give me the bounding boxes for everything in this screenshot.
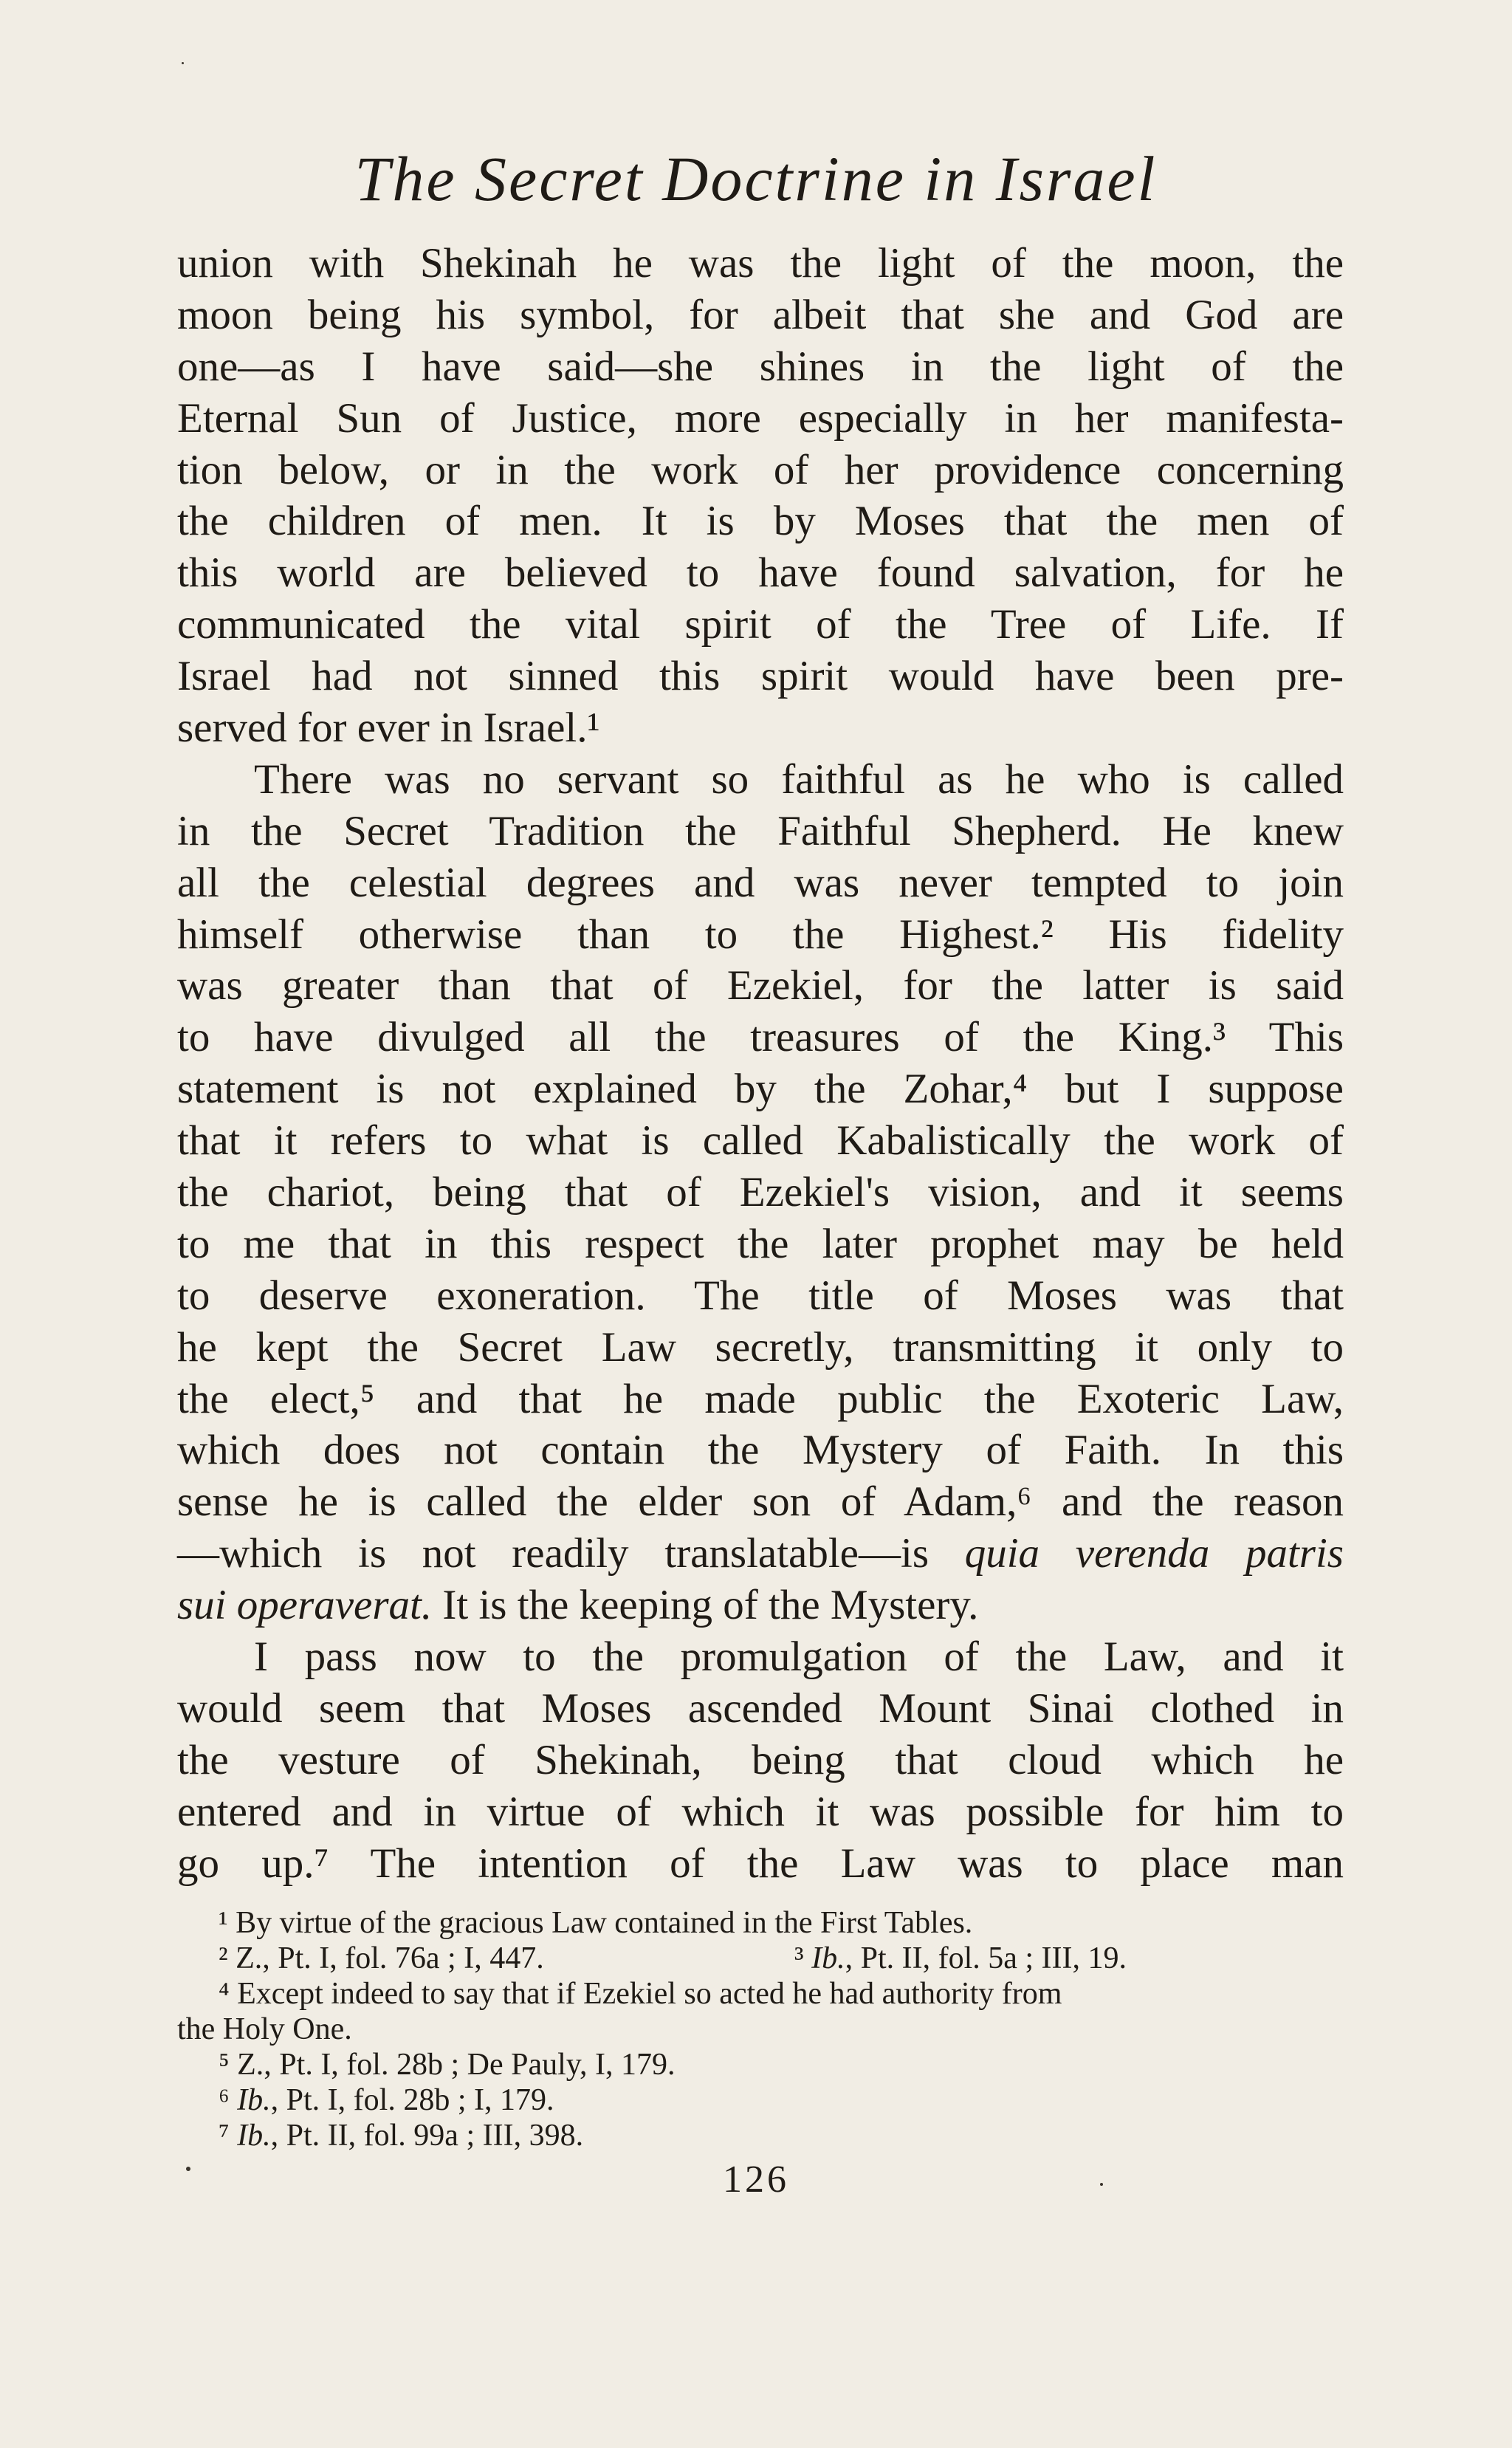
- print-speck: [1100, 2183, 1103, 2186]
- latin-phrase: sui operaverat.: [177, 1582, 433, 1629]
- body-line: would seem that Moses ascended Mount Sinai clothed in: [177, 1684, 1344, 1732]
- footnote-2-3-row: [177, 1941, 1344, 1976]
- body-line: go up.⁷ The intention of the Law was to place man: [177, 1840, 1344, 1887]
- footnote-3: ³ Ib., Pt. II, fol. 5a ; III, 19.: [794, 1941, 1127, 1975]
- footnote-6: ⁶ Ib., Pt. I, fol. 28b ; I, 179.: [219, 2083, 554, 2117]
- body-line: —which is not readily translatable—is quia verenda patris: [177, 1530, 1344, 1577]
- body-line: Israel had not sinned this spirit would have been pre-: [177, 653, 1344, 700]
- body-line: union with Shekinah he was the light of the moon, the: [177, 240, 1344, 287]
- footnote-4-line-1: ⁴ Except indeed to say that if Ezekiel so acted he had authority from: [219, 1977, 1062, 2011]
- page-number: 126: [723, 2159, 789, 2201]
- body-line: to have divulged all the treasures of the King.³ This: [177, 1014, 1344, 1061]
- body-line: Eternal Sun of Justice, more especially in her manifesta-: [177, 394, 1344, 442]
- body-line: was greater than that of Ezekiel, for the latter is said: [177, 962, 1344, 1009]
- body-line: he kept the Secret Law secretly, transmitting it only to: [177, 1323, 1344, 1371]
- latin-phrase: quia verenda patris: [964, 1530, 1344, 1577]
- body-line: that it refers to what is called Kabalistically the work of: [177, 1117, 1344, 1165]
- body-line: which does not contain the Mystery of Faith. In this: [177, 1427, 1344, 1474]
- body-line: sui operaverat. It is the keeping of the Mystery.: [177, 1582, 979, 1629]
- footnote-1: ¹ By virtue of the gracious Law contained in the First Tables.: [219, 1906, 973, 1940]
- body-line: the elect,⁵ and that he made public the Exoteric Law,: [177, 1375, 1344, 1422]
- body-line: I pass now to the promulgation of the Law, and it: [254, 1633, 1344, 1681]
- footnotes: [177, 1905, 1344, 2153]
- body-line: There was no servant so faithful as he who is called: [254, 755, 1344, 803]
- body-text: [177, 238, 1344, 1890]
- body-line: moon being his symbol, for albeit that she and God are: [177, 291, 1344, 338]
- running-head: The Secret Doctrine in Israel: [354, 143, 1158, 214]
- footnote-4-line-2: the Holy One.: [177, 2012, 352, 2046]
- body-line: in the Secret Tradition the Faithful Shepherd. He knew: [177, 807, 1344, 854]
- body-line: all the celestial degrees and was never tempted to join: [177, 859, 1344, 906]
- footnote-7: ⁷ Ib., Pt. II, fol. 99a ; III, 398.: [219, 2119, 584, 2153]
- body-line: the children of men. It is by Moses that the men of: [177, 498, 1344, 545]
- print-speck: [186, 2167, 190, 2171]
- body-line: entered and in virtue of which it was possible for him to: [177, 1788, 1344, 1835]
- body-line: to me that in this respect the later prophet may be held: [177, 1220, 1344, 1267]
- body-line: tion below, or in the work of her providence concerning: [177, 446, 1344, 493]
- print-speck: [182, 62, 184, 64]
- body-line: to deserve exoneration. The title of Moses was that: [177, 1272, 1344, 1319]
- body-line: one—as I have said—she shines in the light of the: [177, 343, 1344, 390]
- body-line: statement is not explained by the Zohar,⁴ but I suppose: [177, 1066, 1344, 1113]
- body-line: communicated the vital spirit of the Tree of Life. If: [177, 601, 1344, 648]
- footnote-5: ⁵ Z., Pt. I, fol. 28b ; De Pauly, I, 179.: [219, 2048, 676, 2082]
- footnote-2: ² Z., Pt. I, fol. 76a ; I, 447.: [219, 1941, 544, 1975]
- body-line: served for ever in Israel.¹: [177, 704, 600, 752]
- body-line: sense he is called the elder son of Adam,⁶ and the reason: [177, 1478, 1344, 1526]
- body-line: the chariot, being that of Ezekiel's vision, and it seems: [177, 1169, 1344, 1216]
- body-line: the vesture of Shekinah, being that cloud which he: [177, 1736, 1344, 1783]
- body-line: this world are believed to have found salvation, for he: [177, 549, 1344, 597]
- body-line: himself otherwise than to the Highest.² His fidelity: [177, 911, 1344, 958]
